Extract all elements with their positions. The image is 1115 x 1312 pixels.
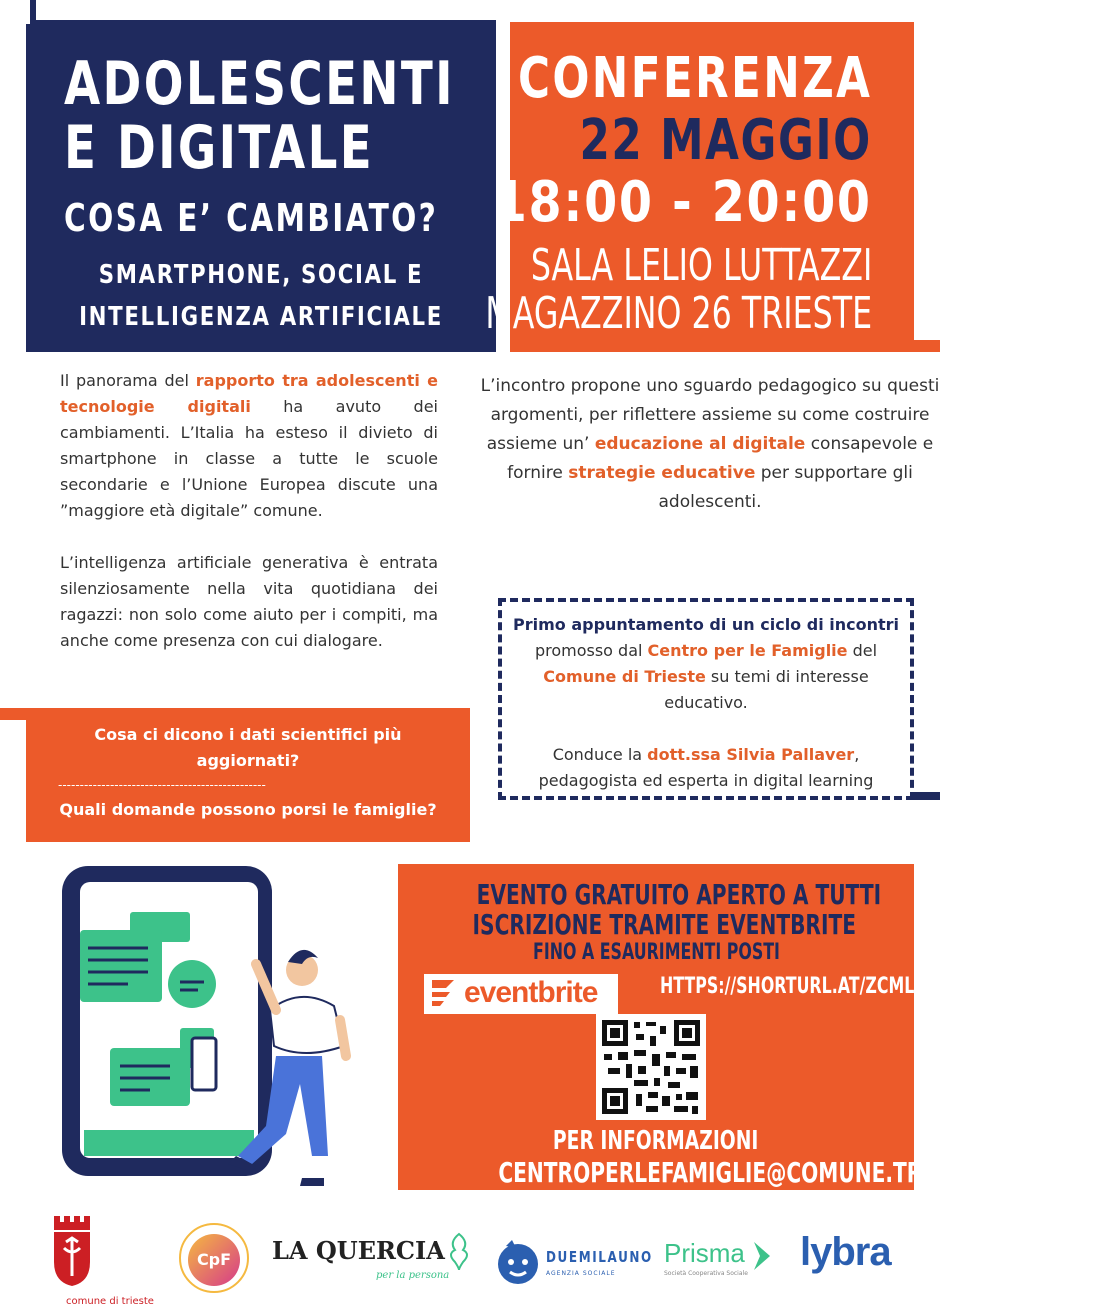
event-title xyxy=(64,49,501,183)
speaker-role: pedagogista ed esperta in digital learning xyxy=(538,771,874,790)
intro-paragraph xyxy=(60,368,438,524)
qr-code[interactable] xyxy=(596,1014,706,1120)
prisma-arrow-icon xyxy=(752,1240,776,1272)
series-info-t2: del xyxy=(847,641,878,660)
info-label-text: PER INFORMAZIONI xyxy=(553,1126,759,1156)
topic-line-1: SMARTPHONE, SOCIAL E xyxy=(98,260,424,290)
title-line-1: ADOLESCENTI xyxy=(64,49,455,119)
series-info-text xyxy=(508,612,904,794)
conference-block xyxy=(485,22,914,352)
intro-text-rest: ha avuto dei cambiamenti. L’Italia ha esteso il divieto di smartphone in classe a tutte le scuole secondarie e l’Unione Europea discute una ”maggiore età digitale” comune. xyxy=(60,397,438,520)
contact-email-text: CENTROPERLEFAMIGLIE@COMUNE.TRIESTE.IT xyxy=(498,1156,1015,1189)
event-subtitle: COSA E’ CAMBIATO? xyxy=(64,196,439,240)
lybra-label: lybra xyxy=(800,1230,891,1274)
cpf-label: CpF xyxy=(196,1250,232,1269)
comune-label: comune di trieste xyxy=(66,1296,154,1307)
la-quercia-label: LA QUERCIA xyxy=(272,1236,445,1265)
conference-time: 18:00 - 20:00 xyxy=(493,170,872,235)
event-free xyxy=(398,878,914,911)
series-info-box xyxy=(498,598,914,800)
duemilauno-sub: AGENZIA SOCIALE xyxy=(546,1270,616,1277)
la-quercia-sub: per la persona xyxy=(376,1270,450,1281)
ai-paragraph: L’intelligenza artificiale generativa è entrata silenziosamente nella vita quotidiana dei ragazzi: non solo come aiuto per i compiti, ma anche come presenza con cui dialogare. xyxy=(60,553,438,650)
info-label xyxy=(398,1126,914,1156)
conference-date: 22 MAGGIO xyxy=(579,108,872,173)
speaker-comma: , xyxy=(854,745,860,764)
title-block xyxy=(26,24,496,352)
eventbrite-logo-text: eventbrite xyxy=(464,976,598,1009)
event-free-text: EVENTO GRATUITO APERTO A TUTTI xyxy=(476,878,882,911)
purpose-paragraph xyxy=(480,372,940,517)
purpose-highlight-1: educazione al digitale xyxy=(594,434,806,454)
conference-block-accent xyxy=(914,340,940,352)
la-quercia-logo xyxy=(272,1236,472,1296)
prisma-sub: Società Cooperativa Sociale xyxy=(664,1270,748,1277)
chat-bubble-icon xyxy=(80,930,162,1002)
org-comune-trieste: Comune di Trieste xyxy=(543,667,706,686)
lybra-logo xyxy=(800,1230,900,1286)
figure-arm-right xyxy=(340,1020,346,1056)
speaker-name: dott.ssa Silvia Pallaver xyxy=(647,745,855,764)
eventbrite-icon xyxy=(426,974,466,1014)
sponsor-logos xyxy=(0,1200,940,1312)
prisma-logo xyxy=(664,1238,784,1290)
registration-link[interactable] xyxy=(660,974,927,999)
contact-email[interactable] xyxy=(398,1156,1015,1189)
teen-smartphone-illustration xyxy=(40,860,390,1200)
purpose-text-3: per supportare gli adolescenti. xyxy=(658,463,913,512)
duemilauno-face-icon xyxy=(494,1238,542,1286)
speaker-intro: Conduce la xyxy=(552,745,648,764)
phone-bottom-bar xyxy=(84,1130,254,1156)
prisma-label: Prisma xyxy=(664,1238,745,1268)
trieste-crest-icon xyxy=(50,1212,94,1288)
event-availability-text: FINO A ESAURIMENTI POSTI xyxy=(532,940,780,965)
speech-bubble-icon xyxy=(168,960,216,1008)
eventbrite-logo[interactable] xyxy=(424,974,618,1014)
question-1: Cosa ci dicono i dati scientifici più aggiornati? xyxy=(94,725,402,770)
duemilauno-label: DUEMILAUNO xyxy=(546,1248,653,1266)
registration-box xyxy=(398,864,1015,1190)
conference-label: CONFERENZA xyxy=(517,46,872,111)
venue-line-2: MAGAZZINO 26 TRIESTE xyxy=(485,288,872,339)
question-separator: ------------------------------------------------ xyxy=(58,778,266,792)
info-box-accent xyxy=(914,792,940,800)
purpose-text: L’incontro propone uno sguardo pedagogico su questi argomenti, per riflettere assieme su come costruire assieme un’ xyxy=(480,376,940,454)
purpose-text-2: consapevole e fornire xyxy=(507,434,934,483)
cpf-logo xyxy=(178,1222,250,1294)
intro-text: Il panorama del xyxy=(60,371,196,390)
question-2: Quali domande possono porsi le famiglie? xyxy=(59,800,437,819)
oak-leaf-icon xyxy=(446,1232,472,1272)
venue-line-1: SALA LELIO LUTTAZZI xyxy=(530,240,872,291)
topic-line-2: INTELLIGENZA ARTIFICIALE xyxy=(79,302,443,332)
questions-box xyxy=(26,708,470,842)
series-info-t1: promosso dal xyxy=(534,641,648,660)
comune-trieste-logo xyxy=(50,1212,170,1308)
event-availability xyxy=(398,940,914,965)
event-topic xyxy=(26,254,496,338)
series-info-t3: su temi di interesse educativo. xyxy=(664,667,869,712)
title-line-2: E DIGITALE xyxy=(64,113,375,183)
figure-sweater xyxy=(270,997,344,1053)
series-info-bold: Primo appuntamento di un ciclo di incontri xyxy=(512,615,900,634)
mini-screen xyxy=(192,1038,216,1090)
registration-link-text: HTTPS://SHORTURL.AT/ZCMLB xyxy=(660,974,927,999)
event-registration xyxy=(398,908,914,941)
event-registration-text: ISCRIZIONE TRAMITE EVENTBRITE xyxy=(472,908,856,941)
intro-highlight: rapporto tra adolescenti e tecnologie digitali xyxy=(60,371,439,416)
purpose-highlight-2: strategie educative xyxy=(568,463,756,483)
org-centro-famiglie: Centro per le Famiglie xyxy=(647,641,848,660)
duemilauno-logo xyxy=(494,1238,653,1290)
